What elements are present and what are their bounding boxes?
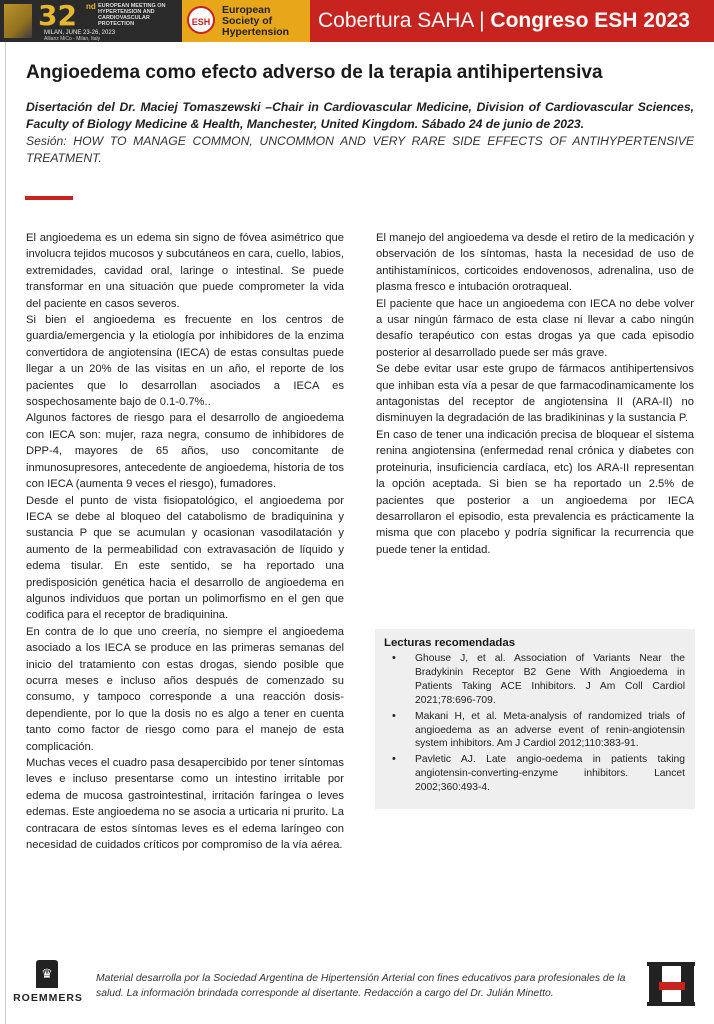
footer-disclaimer: Material desarrolla por la Sociedad Argentina de Hipertensión Arterial con fines educativos para profesionales de la salud. La información brindada corresponde al disertante. Redacción a cargo del Dr. Julián Minetto. xyxy=(96,973,626,999)
congress-number: 32 xyxy=(38,0,77,32)
header-title-light: Cobertura SAHA xyxy=(318,9,474,32)
left-column xyxy=(26,230,344,853)
title-divider xyxy=(25,196,73,200)
esh-logo xyxy=(182,0,310,42)
roemmers-emblem-icon: ♛ xyxy=(36,960,58,988)
esh-name: European Society of Hypertension xyxy=(222,4,290,38)
paragraph: Algunos factores de riesgo para el desarrollo de angioedema con IECA son: mujer, raza negra, consumo de inhibidores de DPP-4, mayores de 65 años, uso concomitante de inmunosupresores, antecedente de angioedema, historia de tos con IECA (aumenta 9 veces el riesgo), fumadores. xyxy=(26,412,344,491)
paragraph: En contra de lo que uno creería, no siempre el angioedema asociado a los IECA se produce en las primeras semanas del inicio del tratamiento con estas drogas, siendo posible que ocurra meses e incluso años después de comenzado su consumo, y tampoco corresponde a una reacción dosis-dependiente, por lo que la dosis no es algo a tener en cuenta tanto como factor de riesgo como para el manejo de esta complicación. xyxy=(26,625,344,753)
right-column xyxy=(376,230,694,558)
paragraph: Se debe evitar usar este grupo de fármacos antihipertensivos que inhiban esta vía a pesar de que farmacodinamicamente los antagonistas del receptor de angiotensina II (ARA-II) no disminuyen la degradación de las bradikininas y la sustancia P. xyxy=(376,363,694,425)
header-title-bold: Congreso ESH 2023 xyxy=(490,9,690,32)
page-header xyxy=(0,0,714,42)
congress-dates: MILAN, JUNE 23-26, 2023 xyxy=(44,30,116,36)
roemmers-wordmark: ROEMMERS xyxy=(13,992,83,1004)
paragraph: Si bien el angioedema es frecuente en los centros de guardia/emergencia y la etiología por inhibidores de la enzima convertidora de angiotensina (IECA) de estas consultas puede llegar a un 20% de las visitas en un año, el reporte de los pacientes que lo desarrollan asociados a IECA es sospechosamente bajo de 0.1-0.7%.. xyxy=(26,314,344,409)
reading-item: • Pavletic AJ. Late angio-oedema in patients taking angiotensin-converting-enzyme inhibitors. Lancet 2002;360:493-4. xyxy=(383,753,685,795)
article-title: Angioedema como efecto adverso de la terapia antihipertensiva xyxy=(26,62,603,83)
session-line: Sesión: HOW TO MANAGE COMMON, UNCOMMON AND VERY RARE SIDE EFFECTS OF ANTIHYPERTENSIVE TREATMENT. xyxy=(26,134,694,165)
congress-suffix: nd xyxy=(86,2,96,11)
roemmers-logo xyxy=(10,960,86,1008)
esh-emblem-icon: ESH xyxy=(187,6,215,34)
recommended-readings-box xyxy=(375,629,695,809)
saha-logo-bar xyxy=(659,982,685,990)
congress-logo xyxy=(0,0,182,42)
paragraph: El manejo del angioedema va desde el retiro de la medicación y observación de los síntomas, hasta la necesidad de uso de antihistamínicos, corticoides endovenosos, adrenalina, uso de plasma fresco e intubación orotraqueal. xyxy=(376,232,694,294)
saha-logo-icon xyxy=(647,962,697,1006)
header-title xyxy=(318,0,690,42)
paragraph: Muchas veces el cuadro pasa desapercibido por tener síntomas leves e incluso presentarse como un intestino irritable por edema de mucosa gastrointestinal, irritación faríngea o leves edemas. Este angioedema no se asocia a urticaria ni prurito. La contracara de estos síntomas leves es el edema laríngeo con necesidad de cuidados críticos por compromiso de la vía aérea. xyxy=(26,757,344,852)
paragraph: Desde el punto de vista fisiopatológico, el angioedema por IECA se debe al bloqueo del catabolismo de bradiquinina y sustancia P que se acumulan y ocasionan vasodilatación y aumento de la permeabilidad con extravasación de líquido y edema tisular. En este sentido, se ha reportado una predisposición genética hacia el desarrollo de angioedema en algunos individuos que portan un polimorfismo en el gen que codifica para el receptor de bradiquinina. xyxy=(26,494,344,622)
page-edge-line xyxy=(5,0,6,1024)
speaker-line: Disertación del Dr. Maciej Tomaszewski –Chair in Cardiovascular Medicine, Division of Cardiovascular Sciences, Faculty of Biology Medicine & Health, Manchester, United Kingdom. Sábado 24 de junio de 2023. xyxy=(26,100,694,131)
congress-logo-graphic xyxy=(4,4,32,38)
congress-name: EUROPEAN MEETING ON HYPERTENSION AND CARDIOVASCULAR PROTECTION xyxy=(98,3,166,27)
article-subtitle xyxy=(26,99,694,167)
recommended-readings-list xyxy=(383,652,685,795)
reading-item: • Makani H, et al. Meta-analysis of randomized trials of angioedema as an adverse event of renin-angiotensin system inhibitors. Am J Cardiol 2012;110:383-91. xyxy=(383,710,685,752)
paragraph: El angioedema es un edema sin signo de fóvea asimétrico que involucra tejidos mucosos y subcutáneos en cara, cuello, labios, extremidades, cavidad oral, laringe o intestinal. Se puede transformar en una situación que puede comprometer la vida del paciente en casos severos. xyxy=(26,232,344,310)
recommended-readings-heading: Lecturas recomendadas xyxy=(384,637,516,649)
paragraph: El paciente que hace un angioedema con IECA no debe volver a usar ningún fármaco de esta clase ni llevar a cabo ningún desafío terapéutico con estas drogas ya que cada episodio posterior al desarrollado puede ser más grave. xyxy=(376,297,694,359)
saha-logo-bottom xyxy=(647,1002,695,1006)
reading-item: • Ghouse J, et al. Association of Variants Near the Bradykinin Receptor B2 Gene With Angioedema in Patients Taking ACE Inhibitors. J Am Coll Cardiol 2021;78:696-709. xyxy=(383,652,685,708)
paragraph: En caso de tener una indicación precisa de bloquear el sistema renina angiotensina (enfermedad renal crónica y diabetes con proteinuria, insuficiencia cardíaca, etc) los ARA-II representan la opción aceptada. Si bien se ha reportado un 2.5% de pacientes que posterior a un angioedema por IECA desarrollaron el episodio, esta prevalencia es prácticamente la misma que con placebo y podría significar la recurrencia que puede tener la entidad. xyxy=(376,428,694,556)
header-title-separator: | xyxy=(479,9,485,32)
congress-venue: Allianz MiCo - Milan, Italy xyxy=(44,36,101,42)
